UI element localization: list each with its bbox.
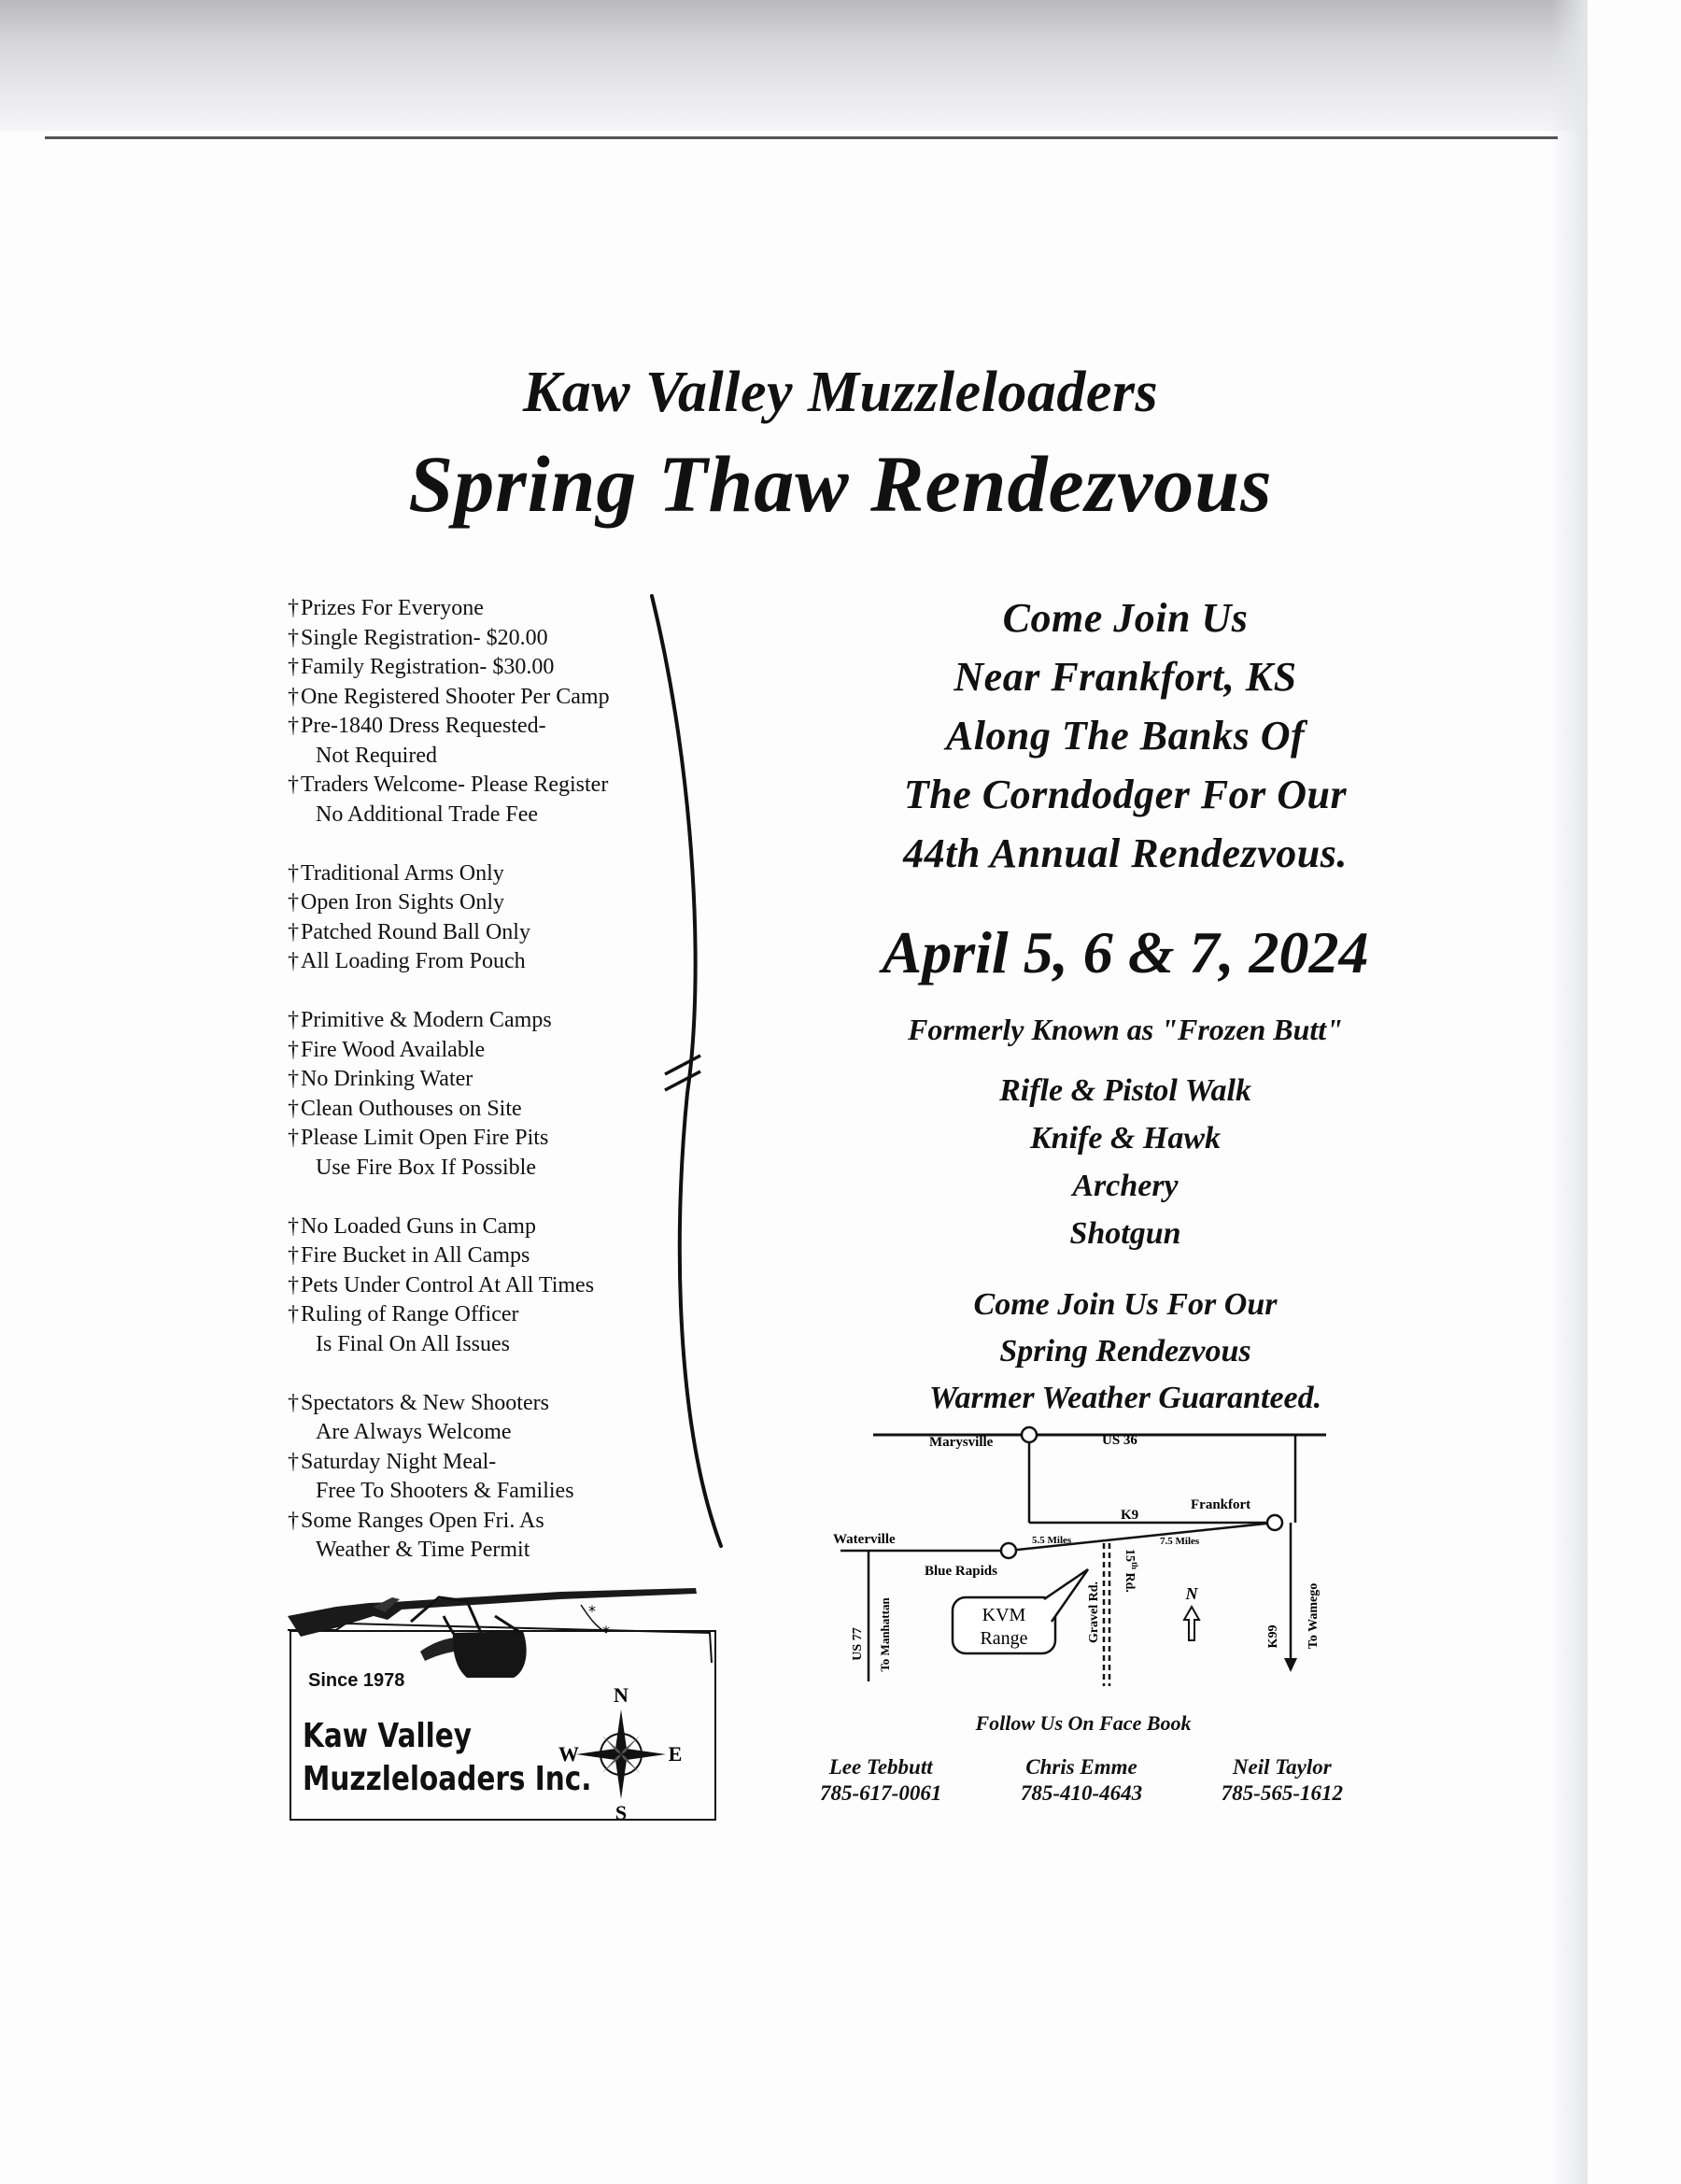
dagger-icon: †	[288, 596, 299, 620]
contact-phone: 785-565-1612	[1221, 1781, 1343, 1805]
dagger-icon: †	[288, 1390, 299, 1415]
page-edge-line	[45, 136, 1558, 139]
rule-text: Fire Bucket in All Camps	[301, 1243, 530, 1268]
rule-text: Spectators & New Shooters	[301, 1390, 549, 1415]
to-manhattan-label: To Manhattan	[878, 1597, 892, 1672]
rule-text: Pre-1840 Dress Requested-	[301, 714, 546, 738]
contact-card	[1021, 1754, 1142, 1807]
dagger-icon: †	[288, 1067, 299, 1091]
dagger-icon: †	[288, 655, 299, 679]
dagger-icon: †	[288, 1126, 299, 1150]
dagger-icon: †	[288, 1302, 299, 1326]
rule-text: Please Limit Open Fire Pits	[301, 1126, 549, 1150]
list-spacer	[288, 830, 680, 859]
rule-text: Traders Welcome- Please Register	[301, 773, 609, 797]
rule-item-continued	[288, 1418, 680, 1448]
miles-east-label: 7.5 Miles	[1160, 1536, 1200, 1547]
follow-facebook: Follow Us On Face Book	[975, 1711, 1192, 1735]
invitation-line: Come Join Us	[1002, 595, 1249, 641]
rule-item	[288, 1271, 680, 1301]
invitation-line: The Corndodger For Our	[903, 772, 1348, 817]
rule-item	[288, 1300, 680, 1330]
contact-phone: 785-410-4643	[1020, 1781, 1143, 1805]
rule-text: Is Final On All Issues	[316, 1331, 511, 1356]
rule-text: Ruling of Range Officer	[301, 1302, 519, 1326]
dagger-icon: †	[288, 684, 299, 709]
invitation-line: 44th Annual Rendezvous.	[903, 830, 1348, 876]
dagger-icon: †	[288, 1037, 299, 1062]
rule-item	[288, 1036, 680, 1066]
event-item: Rifle & Pistol Walk	[999, 1073, 1251, 1108]
rule-item	[288, 918, 680, 948]
list-spacer	[288, 1359, 680, 1389]
us36-label: US 36	[1102, 1433, 1137, 1448]
club-logo	[280, 1579, 719, 1831]
dagger-icon: †	[288, 919, 299, 944]
blue-rapids-label: Blue Rapids	[925, 1564, 997, 1579]
rule-text: Weather & Time Permit	[316, 1538, 530, 1562]
rule-item	[288, 653, 680, 683]
to-wamego-label: To Wamego	[1307, 1582, 1321, 1650]
list-spacer	[288, 1183, 680, 1213]
rule-item-continued	[288, 1477, 680, 1507]
svg-text:*: *	[602, 1623, 610, 1640]
rule-text: Single Registration- $20.00	[301, 625, 548, 650]
divider-break-mark	[665, 1056, 700, 1074]
waterville-label: Waterville	[833, 1532, 896, 1547]
closing-block	[766, 1282, 1485, 1422]
logo-name-line1: Kaw Valley	[303, 1717, 473, 1755]
rule-text: Some Ranges Open Fri. As	[301, 1508, 544, 1533]
rule-item	[288, 624, 680, 654]
directions-map	[822, 1420, 1345, 1691]
rule-text: Not Required	[316, 743, 437, 768]
contact-name: Lee Tebbutt	[828, 1755, 933, 1779]
dagger-icon: †	[288, 773, 299, 797]
rule-item	[288, 1241, 680, 1271]
gravel-rd-label: Gravel Rd.	[1087, 1581, 1101, 1644]
k99-label: K99	[1266, 1624, 1280, 1649]
north-arrow-icon	[1184, 1607, 1199, 1640]
formerly-known-as: Formerly Known as "Frozen Butt"	[908, 1013, 1343, 1046]
dagger-icon: †	[288, 949, 299, 973]
dagger-icon: †	[288, 714, 299, 738]
invitation-line: Near Frankfort, KS	[954, 654, 1297, 700]
rule-text: Pets Under Control At All Times	[301, 1272, 595, 1298]
rule-text: One Registered Shooter Per Camp	[301, 684, 610, 709]
kvm-label: KVM	[982, 1605, 1026, 1625]
rule-item	[288, 1065, 680, 1095]
rule-item	[288, 1448, 680, 1478]
rule-item-continued	[288, 1154, 680, 1184]
rule-text: Traditional Arms Only	[301, 860, 504, 886]
rule-text: Use Fire Box If Possible	[316, 1155, 536, 1180]
event-name: Spring Thaw Rendezvous	[408, 439, 1273, 529]
rule-text: Family Registration- $30.00	[301, 655, 555, 679]
frankfort-label: Frankfort	[1191, 1497, 1251, 1512]
dagger-icon: †	[288, 1449, 299, 1474]
miles-west-label: 5.5 Miles	[1032, 1535, 1072, 1546]
rule-text: No Loaded Guns in Camp	[301, 1213, 536, 1239]
dagger-icon: †	[288, 860, 299, 886]
rule-text: Open Iron Sights Only	[301, 890, 504, 915]
rule-item	[288, 594, 680, 624]
contacts-row	[820, 1754, 1343, 1807]
invitation-line: Along The Banks Of	[945, 713, 1306, 759]
event-item: Knife & Hawk	[1029, 1121, 1222, 1156]
town-marker	[1001, 1543, 1016, 1558]
town-marker	[1022, 1427, 1037, 1442]
event-item: Shotgun	[1069, 1216, 1181, 1251]
contact-card	[1222, 1754, 1343, 1807]
contact-card	[820, 1754, 941, 1807]
rule-item	[288, 1095, 680, 1125]
compass-rose-icon	[558, 1681, 683, 1824]
divider-break-mark	[665, 1071, 700, 1090]
contact-name: Neil Taylor	[1232, 1755, 1332, 1779]
compass-n: N	[614, 1683, 629, 1707]
since-label: Since 1978	[308, 1670, 405, 1691]
k9-label: K9	[1121, 1508, 1139, 1523]
rule-text: Free To Shooters & Families	[316, 1479, 574, 1503]
rule-text: Are Always Welcome	[316, 1420, 512, 1444]
logo-name-line2: Muzzleloaders Inc.	[303, 1760, 592, 1798]
closing-line: Come Join Us For Our	[973, 1287, 1278, 1322]
rule-text: All Loading From Pouch	[301, 949, 526, 973]
rule-item	[288, 771, 680, 801]
rule-text: Clean Outhouses on Site	[301, 1096, 522, 1121]
closing-line: Warmer Weather Guaranteed.	[928, 1381, 1322, 1415]
rule-item-continued	[288, 801, 680, 830]
north-label: N	[1185, 1584, 1198, 1603]
rule-item	[288, 712, 680, 742]
rule-item-continued	[288, 742, 680, 772]
rule-item	[288, 1213, 680, 1242]
event-dates: April 5, 6 & 7, 2024	[882, 919, 1369, 986]
dagger-icon: †	[288, 890, 299, 915]
list-spacer	[288, 977, 680, 1007]
rule-text: No Additional Trade Fee	[316, 801, 538, 827]
rule-item	[288, 859, 680, 889]
contact-name: Chris Emme	[1025, 1755, 1137, 1779]
svg-text:*: *	[588, 1602, 596, 1620]
rule-item	[288, 1124, 680, 1154]
rule-item	[288, 888, 680, 918]
scanner-edge-shadow	[1550, 0, 1588, 2184]
rule-text: Fire Wood Available	[301, 1037, 486, 1062]
dagger-icon: †	[288, 1508, 299, 1533]
closing-line: Spring Rendezvous	[999, 1334, 1251, 1369]
contact-phone: 785-617-0061	[820, 1781, 942, 1805]
range-label: Range	[980, 1628, 1028, 1649]
15th-rd-label: 15th Rd.	[1123, 1549, 1139, 1593]
rule-item	[288, 1006, 680, 1036]
dagger-icon: †	[288, 1008, 299, 1032]
dagger-icon: †	[288, 1243, 299, 1268]
dagger-icon: †	[288, 1096, 299, 1121]
rule-item-continued	[288, 1536, 680, 1566]
callout-pointer	[1044, 1569, 1088, 1622]
rule-item	[288, 1507, 680, 1537]
dagger-icon: †	[288, 1272, 299, 1298]
rule-item	[288, 683, 680, 713]
events-list	[766, 1067, 1485, 1257]
invitation-block	[766, 589, 1485, 883]
rule-text: Primitive & Modern Camps	[301, 1008, 552, 1032]
us77-label: US 77	[851, 1627, 865, 1661]
compass-e: E	[668, 1742, 683, 1766]
rule-text: Prizes For Everyone	[301, 596, 484, 620]
wamego-arrow-icon	[1284, 1658, 1297, 1672]
event-item: Archery	[1072, 1169, 1179, 1203]
town-marker	[1267, 1515, 1282, 1530]
rules-list	[288, 594, 680, 1566]
divider-line	[644, 589, 728, 1551]
compass-s: S	[614, 1801, 628, 1824]
rule-text: Patched Round Ball Only	[301, 919, 530, 944]
marysville-label: Marysville	[929, 1435, 994, 1450]
rule-text: Saturday Night Meal-	[301, 1449, 497, 1474]
dagger-icon: †	[288, 1213, 299, 1239]
rule-item	[288, 947, 680, 977]
rule-item	[288, 1389, 680, 1419]
compass-w: W	[558, 1742, 579, 1766]
rule-text: No Drinking Water	[301, 1067, 473, 1091]
flyer-title: Kaw Valley Muzzleloaders	[522, 361, 1159, 424]
rule-item-continued	[288, 1330, 680, 1360]
scanner-shadow	[0, 0, 1588, 131]
dagger-icon: †	[288, 625, 299, 650]
